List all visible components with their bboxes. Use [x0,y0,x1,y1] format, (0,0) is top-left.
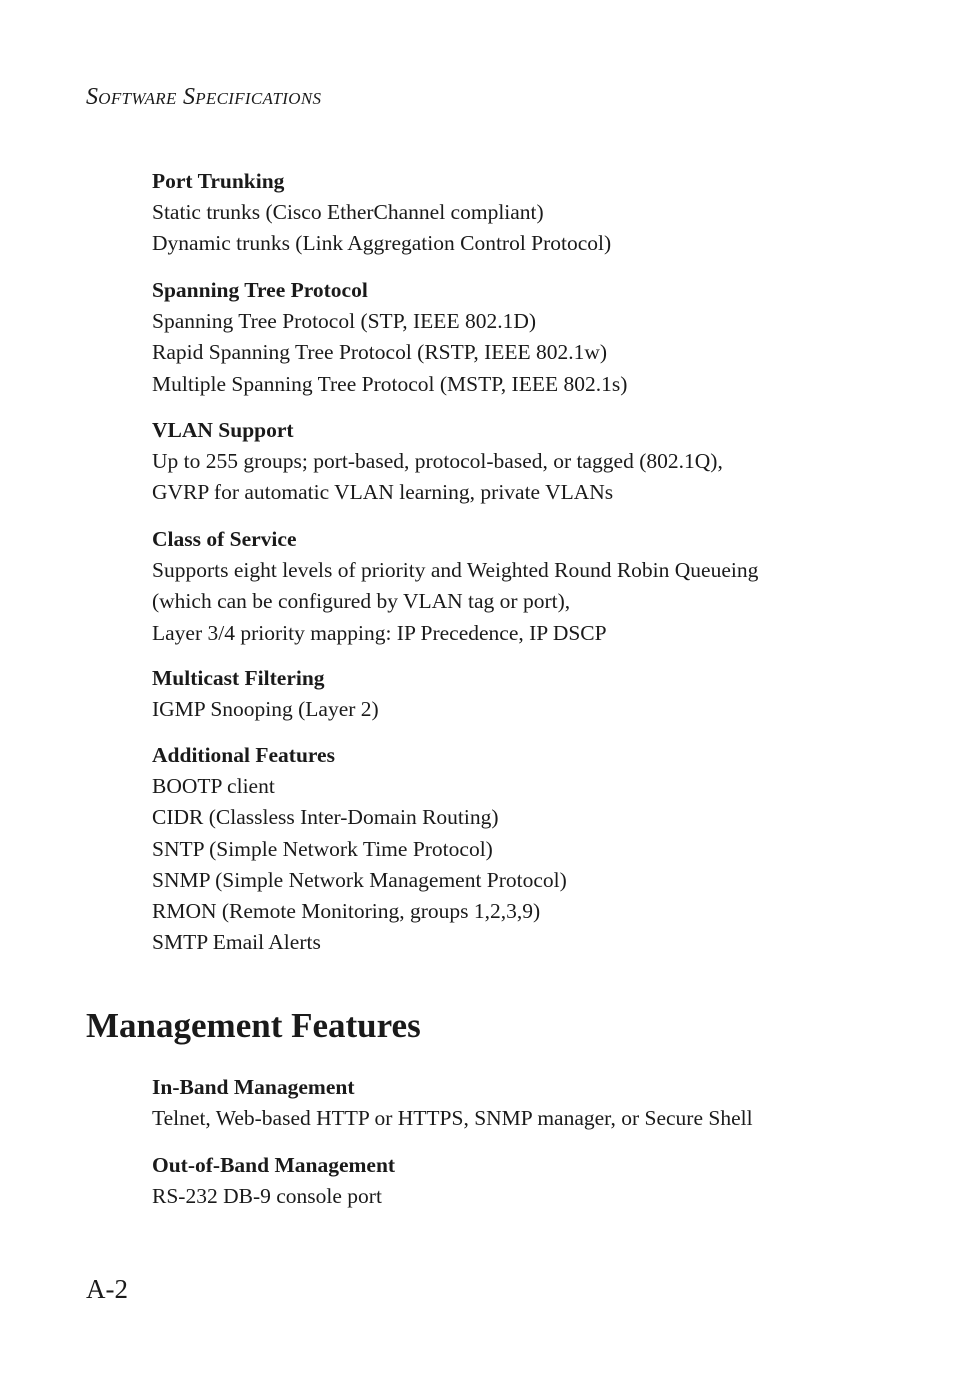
spec-block-vlan-support [152,415,872,509]
spec-block-line: SNMP (Simple Network Management Protocol) [152,867,567,892]
spec-block-title: Class of Service [152,527,297,551]
section-heading: Management Features [86,1006,421,1045]
spec-block-line: BOOTP client [152,774,275,798]
spec-block-line: SMTP Email Alerts [152,930,321,955]
spec-block-additional-features [152,740,872,959]
spec-block-title: Out-of-Band Management [152,1153,396,1177]
spec-block-title: Port Trunking [152,169,285,193]
spec-block-line: Static trunks (Cisco EtherChannel compliant) [152,200,544,224]
spec-block-line: RMON (Remote Monitoring, groups 1,2,3,9) [152,899,541,924]
page-number: A-2 [86,1274,128,1304]
spec-block-line: Up to 255 groups; port-based, protocol-based, or tagged (802.1Q), [152,449,723,473]
spec-block-line: RS-232 DB-9 console port [152,1184,382,1208]
spec-block-line: Spanning Tree Protocol (STP, IEEE 802.1D) [152,309,537,333]
spec-block-line: CIDR (Classless Inter-Domain Routing) [152,805,499,830]
spec-block-line: IGMP Snooping (Layer 2) [152,697,379,721]
spec-block-line: Telnet, Web-based HTTP or HTTPS, SNMP manager, or Secure Shell [152,1106,753,1130]
spec-block-line: Rapid Spanning Tree Protocol (RSTP, IEEE 802.1w) [152,340,608,365]
spec-block-title: Multicast Filtering [152,666,325,690]
spec-block-in-band-management [152,1072,872,1134]
spec-block-title: Spanning Tree Protocol [152,278,368,302]
spec-block-multicast-filtering [152,663,872,725]
spec-block-line: Multiple Spanning Tree Protocol (MSTP, IEEE 802.1s) [152,371,628,396]
spec-block-out-of-band-management [152,1150,872,1212]
spec-block-line: Supports eight levels of priority and Weighted Round Robin Queueing [152,558,759,582]
spec-block-title: In-Band Management [152,1075,355,1099]
spec-block-line: Layer 3/4 priority mapping: IP Precedence, IP DSCP [152,620,607,645]
spec-block-title: VLAN Support [152,418,294,442]
spec-block-line: SNTP (Simple Network Time Protocol) [152,836,493,861]
spec-block-line: GVRP for automatic VLAN learning, private VLANs [152,480,614,505]
spec-block-class-of-service [152,524,872,649]
spec-block-port-trunking [152,166,872,260]
spec-block-spanning-tree [152,275,872,400]
running-header: Software Specifications [86,84,322,110]
spec-block-line: Dynamic trunks (Link Aggregation Control Protocol) [152,231,612,256]
spec-block-line: (which can be configured by VLAN tag or port), [152,589,571,614]
spec-block-title: Additional Features [152,743,335,767]
